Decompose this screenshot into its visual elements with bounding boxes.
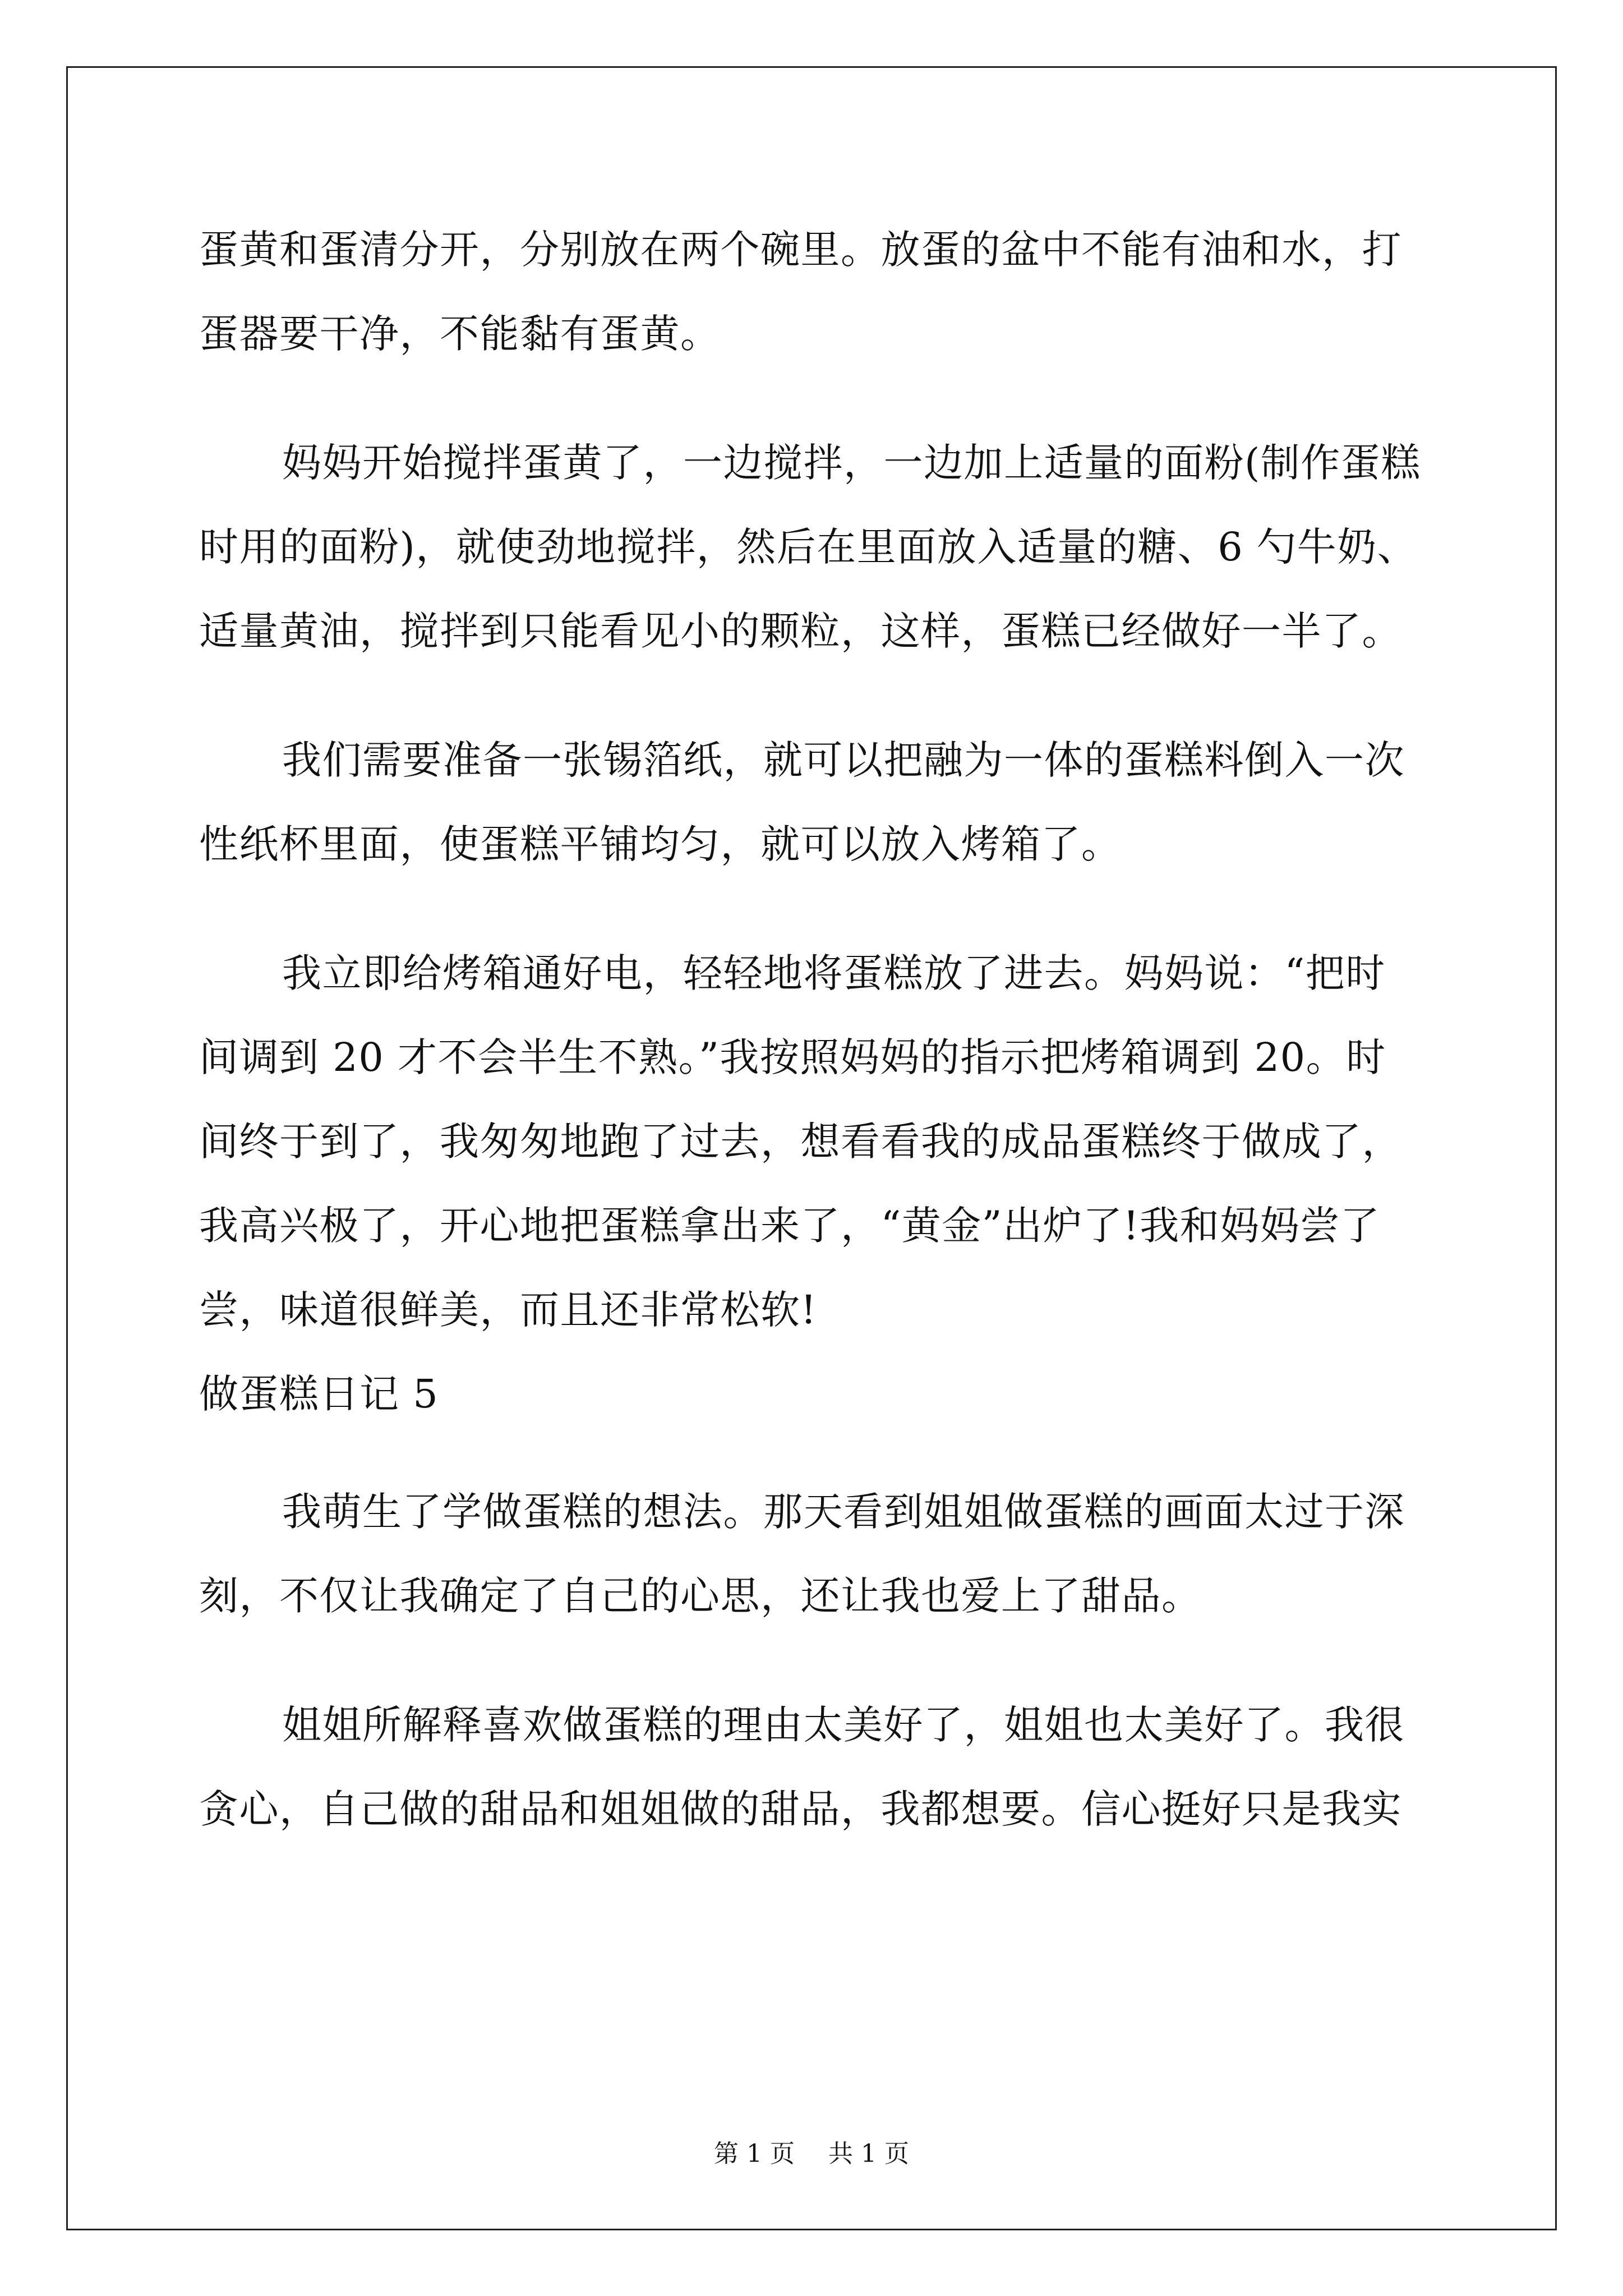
paragraph-line: 贪心，自己做的甜品和姐姐做的甜品，我都想要。信心挺好只是我实 — [199, 1786, 1402, 1832]
paragraph-line: 我高兴极了，开心地把蛋糕拿出来了，“黄金”出炉了!我和妈妈尝了 — [199, 1203, 1381, 1249]
paragraph-line: 适量黄油，搅拌到只能看见小的颗粒，这样，蛋糕已经做好一半了。 — [199, 608, 1402, 654]
paragraph-line: 间终于到了，我匆匆地跑了过去，想看看我的成品蛋糕终于做成了， — [199, 1119, 1402, 1165]
paragraph-line: 妈妈开始搅拌蛋黄了，一边搅拌，一边加上适量的面粉(制作蛋糕 — [282, 440, 1421, 486]
page-footer — [0, 2139, 1623, 2168]
paragraph-line: 我们需要准备一张锡箔纸，就可以把融为一体的蛋糕料倒入一次 — [282, 737, 1405, 783]
paragraph-line: 尝，味道很鲜美，而且还非常松软! — [199, 1287, 818, 1333]
paragraph-line: 时用的面粉)，就使劲地搅拌，然后在里面放入适量的糖、6 勺牛奶、 — [199, 524, 1418, 570]
paragraph-line: 刻，不仅让我确定了自己的心思，还让我也爱上了甜品。 — [199, 1573, 1202, 1619]
paragraph-line: 蛋黄和蛋清分开，分别放在两个碗里。放蛋的盆中不能有油和水，打 — [199, 227, 1402, 273]
paragraph-line: 蛋器要干净，不能黏有蛋黄。 — [199, 311, 721, 357]
paragraph-line: 我立即给烤箱通好电，轻轻地将蛋糕放了进去。妈妈说：“把时 — [282, 950, 1386, 996]
page-number: 第 1 页 — [714, 2139, 795, 2168]
paragraph-line: 我萌生了学做蛋糕的想法。那天看到姐姐做蛋糕的画面太过于深 — [282, 1489, 1405, 1535]
section-heading: 做蛋糕日记 5 — [199, 1371, 439, 1417]
paragraph-line: 性纸杯里面，使蛋糕平铺均匀，就可以放入烤箱了。 — [199, 821, 1122, 867]
page-total: 共 1 页 — [828, 2139, 909, 2168]
paragraph-line: 间调到 20 才不会半生不熟。”我按照妈妈的指示把烤箱调到 20。时 — [199, 1034, 1386, 1080]
paragraph-line: 姐姐所解释喜欢做蛋糕的理由太美好了，姐姐也太美好了。我很 — [282, 1702, 1405, 1748]
